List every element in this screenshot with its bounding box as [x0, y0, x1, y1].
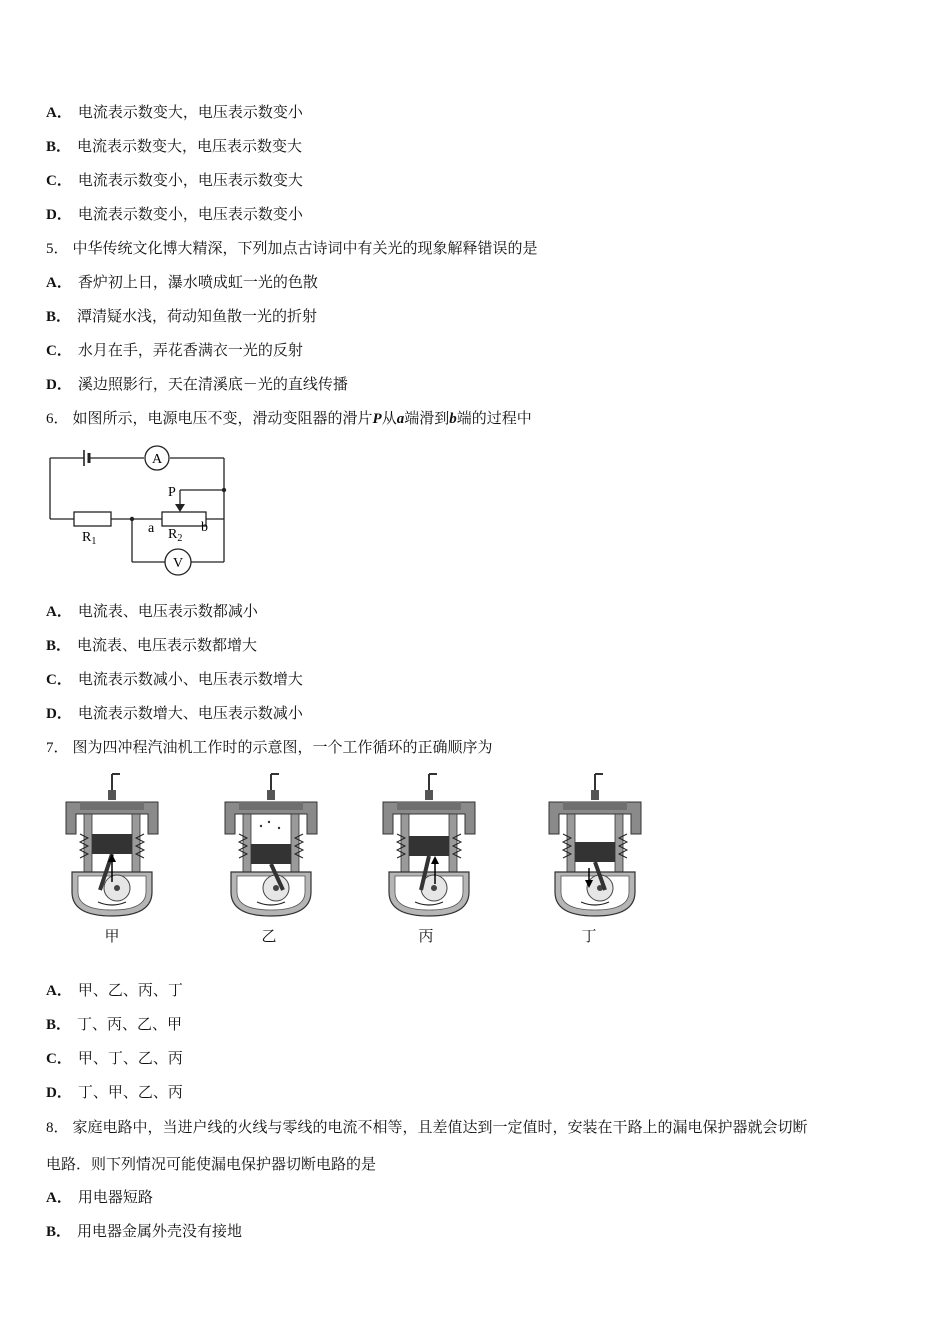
q8-option-b: B． 用电器金属外壳没有接地 [46, 1222, 243, 1240]
engine-label-bing: 丙 [418, 927, 434, 945]
q6-stem: 6． 如图所示，电源电压不变，滑动变阻器的滑片P从a端滑到b端的过程中 [46, 409, 532, 427]
q8-stem-line2: 电路．则下列情况可能使漏电保护器切断电路的是 [46, 1155, 377, 1173]
engine-label-ding: 丁 [581, 927, 597, 945]
q5-stem: 5． 中华传统文化博大精深，下列加点古诗词中有关光的现象解释错误的是 [46, 239, 538, 257]
end-b-label: b [201, 520, 208, 535]
slider-arrow-icon [175, 504, 185, 512]
engine-bing [379, 772, 479, 918]
q7-stem: 7． 图为四冲程汽油机工作时的示意图，一个工作循环的正确顺序为 [46, 738, 493, 756]
engine-jia [62, 772, 162, 918]
q5-option-b: B． 潭清疑水浅，荷动知鱼散一光的折射 [46, 307, 318, 325]
voltmeter [165, 549, 191, 575]
ammeter [145, 446, 169, 470]
slider-label: P [168, 485, 176, 500]
q4-option-b: B． 电流表示数变大，电压表示数变大 [46, 137, 303, 155]
engine-label-jia: 甲 [104, 927, 120, 945]
r2-label: $R_2$ [168, 527, 183, 544]
q5-option-a: A． 香炉初上日，瀑水喷成虹一光的色散 [46, 273, 318, 291]
q5-option-d: D． 溪边照影行，天在清溪底－光的直线传播 [46, 375, 348, 393]
r1-label: $R_1$ [82, 530, 97, 547]
resistor-r1 [74, 512, 111, 526]
q7-option-b: B． 丁、丙、乙、甲 [46, 1015, 183, 1033]
q6-option-a: A． 电流表、电压表示数都减小 [46, 602, 258, 620]
q6-option-b: B． 电流表、电压表示数都增大 [46, 636, 258, 654]
q7-option-a: A． 甲、乙、丙、丁 [46, 981, 183, 999]
end-a-label: a [148, 521, 155, 536]
q5-option-c: C． 水月在手，弄花香满衣一光的反射 [46, 341, 303, 359]
q4-option-a: A． 电流表示数变大，电压表示数变小 [46, 103, 303, 121]
q7-option-d: D． 丁、甲、乙、丙 [46, 1083, 183, 1101]
q8-stem-line1: 8． 家庭电路中，当进户线的火线与零线的电流不相等，且差值达到一定值时，安装在干路上的漏电保护器就会切断 [46, 1118, 808, 1136]
engine-label-yi: 乙 [261, 927, 277, 945]
q7-option-c: C． 甲、丁、乙、丙 [46, 1049, 183, 1067]
q6-option-d: D． 电流表示数增大、电压表示数减小 [46, 704, 303, 722]
q4-option-d: D． 电流表示数变小，电压表示数变小 [46, 205, 303, 223]
q4-option-c: C． 电流表示数变小，电压表示数变大 [46, 171, 303, 189]
q6-option-c: C． 电流表示数减小、电压表示数增大 [46, 670, 303, 688]
engine-yi [221, 772, 321, 918]
resistor-r2 [162, 512, 206, 526]
q8-option-a: A． 用电器短路 [46, 1188, 153, 1206]
voltmeter-label: V [172, 556, 184, 571]
q6-circuit-diagram [44, 442, 234, 582]
engine-ding [545, 772, 645, 918]
ammeter-label: A [151, 452, 163, 467]
arrow-up-icon [431, 856, 439, 864]
